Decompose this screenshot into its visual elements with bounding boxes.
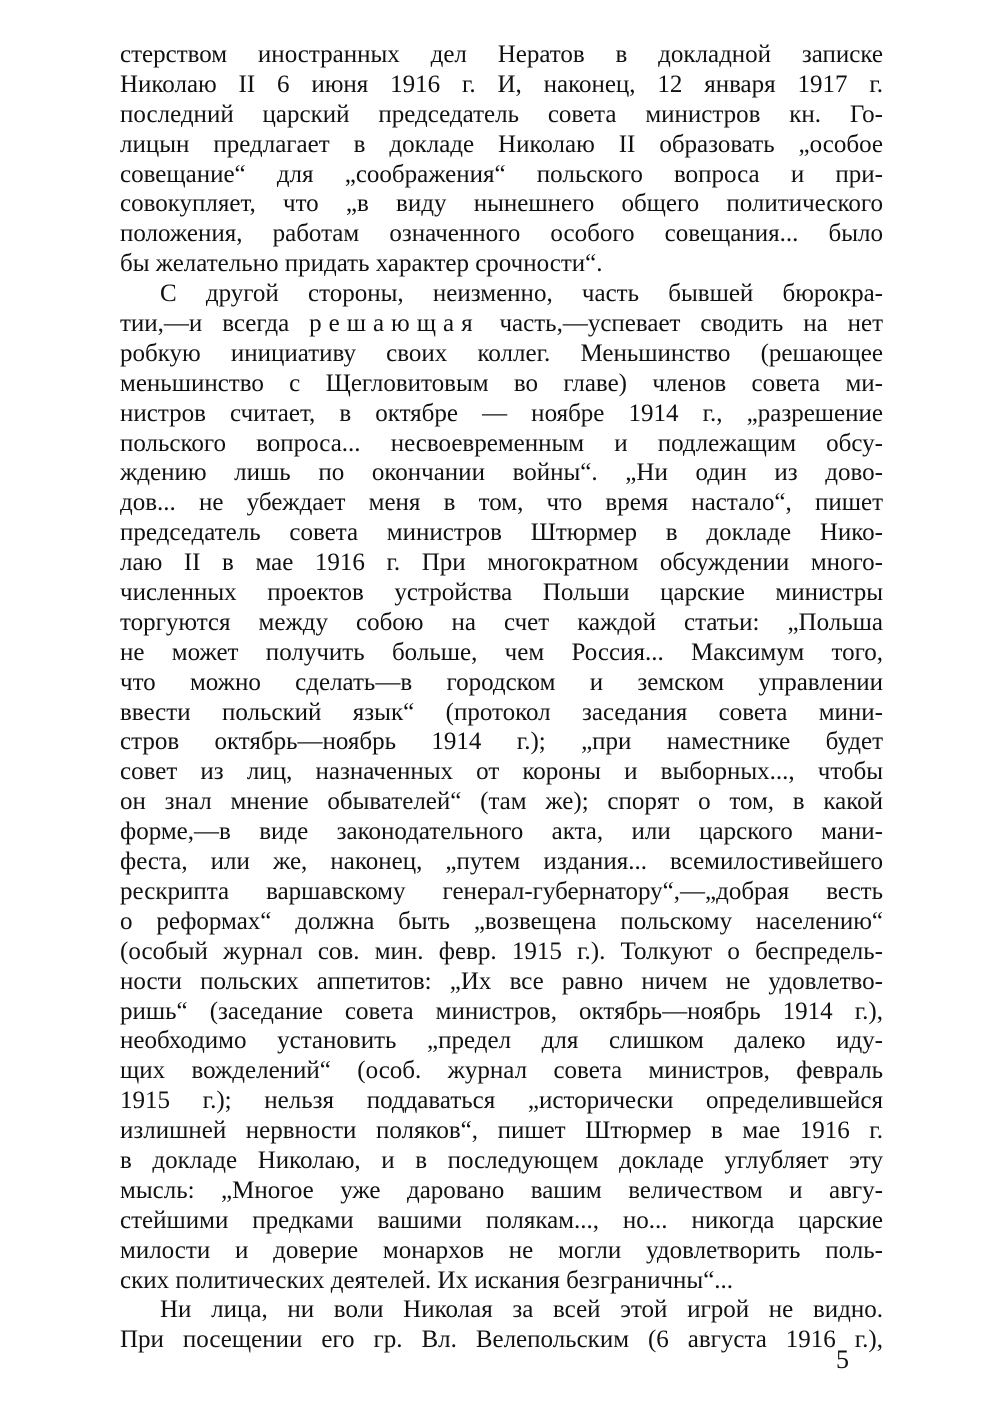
text-line: ввести польский язык“ (протокол заседания совета мини- [120, 698, 883, 726]
text-line: Николаю II 6 июня 1916 г. И, наконец, 12 января 1917 г. [120, 70, 883, 98]
text-line: последний царский председатель совета министров кн. Го- [120, 100, 883, 128]
text-line: меньшинство с Щегловитовым во главе) членов совета ми- [120, 369, 883, 397]
text-line: мысль: „Многое уже даровано вашим величеством и авгу- [120, 1176, 883, 1204]
text-segment: часть,—успевает сводить на нет [479, 310, 883, 338]
text-line: 1915 г.); нельзя поддаваться „исторически определившейся [120, 1087, 883, 1115]
text-line: (особый журнал сов. мин. февр. 1915 г.). Толкуют о беспредель- [120, 937, 883, 965]
text-line: что можно сделать—в городском и земском управлении [120, 668, 883, 696]
emphasized-word: решающая [309, 310, 480, 338]
text-line: ждению лишь по окончании войны“. „Ни один из дово- [120, 459, 883, 487]
text-line: лаю II в мае 1916 г. При многократном обсуждении много- [120, 549, 883, 577]
text-line: совокупляет, что „в виду нынешнего общего политического [120, 190, 883, 218]
text-line: необходимо установить „предел для слишком далеко иду- [120, 1027, 883, 1055]
text-segment: тии,—и всегда [120, 310, 310, 338]
page-number: 5 [836, 1345, 849, 1374]
text-line: о реформах“ должна быть „возвещена польскому населению“ [120, 907, 883, 935]
body-text [120, 40, 883, 1355]
text-line: ности польских аппетитов: „Их все равно ничем не удовлетво- [120, 967, 883, 995]
text-line: С другой стороны, неизменно, часть бывшей бюрокра- [160, 280, 883, 308]
text-line: Ни лица, ни воли Николая за всей этой игрой не видно. [160, 1296, 883, 1324]
text-line: излишней нервности поляков“, пишет Штюрмер в мае 1916 г. [120, 1117, 883, 1145]
text-line: торгуются между собою на счет каждой статьи: „Польша [120, 608, 883, 636]
text-line: При посещении его гр. Вл. Велепольским (6 августа 1916 г.), [120, 1326, 883, 1354]
text-line: польского вопроса... несвоевременным и подлежащим обсу- [120, 429, 883, 457]
text-line: не может получить больше, чем Россия... Максимум того, [120, 638, 883, 666]
text-line: в докладе Николаю, и в последующем докладе углубляет эту [120, 1146, 883, 1174]
text-line: ришь“ (заседание совета министров, октябрь—ноябрь 1914 г.), [120, 997, 883, 1025]
text-line [120, 309, 883, 339]
text-line: феста, или же, наконец, „путем издания... всемилостивейшего [120, 848, 883, 876]
text-line: милости и доверие монархов не могли удовлетворить поль- [120, 1236, 883, 1264]
text-line: председатель совета министров Штюрмер в докладе Нико- [120, 519, 883, 547]
text-line: совещание“ для „соображения“ польского вопроса и при- [120, 160, 883, 188]
text-line: нистров считает, в октябре — ноябре 1914 г., „разрешение [120, 399, 883, 427]
text-line: дов... не убеждает меня в том, что время настало“, пишет [120, 489, 883, 517]
text-line: ских политических деятелей. Их искания безграничны“... [120, 1266, 734, 1294]
text-line: рескрипта варшавскому генерал-губернатору“,—„добрая весть [120, 877, 883, 905]
text-line: численных проектов устройства Польши царские министры [120, 579, 883, 607]
text-line: лицын предлагает в докладе Николаю II образовать „особое [120, 130, 883, 158]
text-line: бы желательно придать характер срочности“. [120, 250, 603, 278]
text-line: он знал мнение обывателей“ (там же); спорят о том, в какой [120, 788, 883, 816]
text-line: совет из лиц, назначенных от короны и выборных..., чтобы [120, 758, 883, 786]
text-line: форме,—в виде законодательного акта, или царского мани- [120, 818, 883, 846]
text-line: щих вожделений“ (особ. журнал совета министров, февраль [120, 1057, 883, 1085]
text-line: робкую инициативу своих коллег. Меньшинство (решающее [120, 339, 883, 367]
text-line: стерством иностранных дел Нератов в докладной записке [120, 41, 883, 68]
text-line: стров октябрь—ноябрь 1914 г.); „при наместнике будет [120, 728, 883, 756]
text-line: положения, работам означенного особого совещания... было [120, 220, 883, 248]
text-line: стейшими предками вашими полякам..., но... никогда царские [120, 1206, 883, 1234]
